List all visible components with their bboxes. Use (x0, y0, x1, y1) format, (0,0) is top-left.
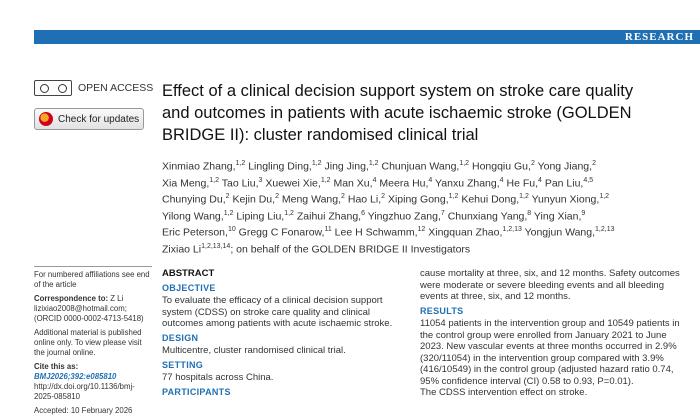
author-name: Yunyun Xiong, (528, 193, 600, 206)
author-affiliation-number: 2 (225, 193, 230, 200)
correspondence-email[interactable]: lizixiao2008@hotmail.com; (34, 304, 127, 313)
author-affiliation-number: 1,2 (368, 160, 379, 167)
author-list (162, 157, 682, 256)
author-name: ; on behalf of the GOLDEN BRIDGE II Investigators (230, 243, 471, 255)
open-access-label: OPEN ACCESS (78, 82, 154, 94)
crossmark-icon (39, 112, 53, 126)
correspondence-orcid[interactable]: (ORCID 0000-0002-4713-5418) (34, 314, 144, 323)
abstract-column-1 (162, 268, 400, 399)
author-name: Liping Liu, (233, 210, 285, 222)
author-name: Xia Meng, (162, 177, 210, 189)
affiliations-note: For numbered affiliations see end of the article (34, 270, 150, 289)
author-affiliation-number: 2 (592, 160, 596, 167)
author-name: Hao Li, (344, 193, 382, 206)
author-name: Yongjun Wang, (521, 226, 596, 239)
author-affiliation-number: 9 (581, 209, 586, 217)
objective-label: OBJECTIVE (162, 282, 216, 293)
creative-commons-icon (34, 80, 72, 96)
section-banner (34, 30, 700, 44)
author-name: Pan Liu, (541, 177, 584, 189)
author-name: Jing Jing, (321, 160, 369, 173)
author-name: Lingling Ding, (245, 160, 312, 173)
author-affiliation-number: 1,2 (209, 176, 220, 184)
author-line (162, 223, 682, 240)
open-access-badge[interactable] (34, 80, 153, 96)
author-affiliation-number: 1,2 (519, 193, 529, 200)
author-affiliation-number: 11 (324, 226, 332, 233)
author-affiliation-number: 1,2 (459, 160, 470, 167)
author-name: Meng Wang, (278, 193, 342, 206)
author-affiliation-number: 1,2,13,14 (201, 242, 231, 250)
author-line (162, 174, 682, 191)
objective-text: To evaluate the efficacy of a clinical decision support system (CDSS) on stroke care quality and clinical outcomes among patients with acute ischaemic stroke. (162, 295, 393, 329)
author-name: Chunxiang Yang, (444, 210, 528, 222)
check-for-updates-label: Check for updates (58, 113, 140, 125)
author-name: Lee H Schwamm, (331, 226, 418, 239)
setting-label: SETTING (162, 359, 204, 370)
author-name: Zixiao Li (162, 243, 202, 255)
author-affiliation-number: 3 (258, 176, 263, 184)
author-affiliation-number: 7 (440, 209, 445, 217)
author-affiliation-number: 1,2,13 (595, 226, 615, 233)
author-affiliation-number: 8 (527, 209, 532, 217)
abstract-column-2 (420, 268, 682, 399)
author-name: Yingzhuo Zang, (364, 210, 441, 222)
author-line (162, 207, 682, 224)
results-label: RESULTS (420, 305, 464, 316)
author-affiliation-number: 1,2 (599, 193, 610, 200)
author-name: He Fu, (503, 177, 538, 189)
author-name: Chunjuan Wang, (378, 160, 460, 173)
author-affiliation-number: 2 (275, 193, 279, 200)
author-affiliation-number: 10 (227, 226, 236, 233)
author-name: Gregg C Fonarow, (235, 226, 325, 239)
article-title (162, 80, 682, 146)
author-affiliation-number: 2 (381, 193, 386, 200)
author-name: Meera Hu, (376, 177, 429, 189)
author-affiliation-number: 4 (538, 176, 542, 184)
cite-ref: 2026;392:e085810 (50, 372, 117, 381)
results-continued: The CDSS intervention effect on stroke. (420, 387, 588, 398)
correspondence-label: Correspondence to: (34, 294, 109, 303)
article-sidebar (34, 270, 152, 420)
title-line: Effect of a clinical decision support system on stroke care quality (162, 82, 634, 100)
author-name: Chunying Du, (162, 193, 226, 206)
author-affiliation-number: 1,2 (235, 160, 246, 167)
author-affiliation-number: 1,2 (320, 176, 331, 184)
author-name: Xuewei Xie, (262, 177, 321, 189)
author-name: Xinmiao Zhang, (162, 160, 236, 173)
author-affiliation-number: 4 (428, 176, 433, 184)
cite-doi[interactable]: http://dx.doi.org/10.1136/bmj-2025-085810 (34, 382, 135, 401)
section-label: RESEARCH (624, 31, 694, 43)
title-line: and outcomes in patients with acute ischaemic stroke (GOLDEN (162, 104, 632, 122)
citation (34, 362, 152, 402)
accepted-date: Accepted: 10 February 2026 (34, 406, 133, 415)
author-affiliation-number: 1,2 (223, 209, 234, 217)
author-affiliation-number: 6 (361, 209, 365, 217)
correspondence (34, 294, 152, 324)
author-affiliation-number: 1,2 (284, 209, 294, 217)
author-name: Ying Xian, (531, 210, 582, 222)
author-name: Tao Liu, (219, 177, 259, 189)
author-affiliation-number: 2 (341, 193, 345, 200)
author-affiliation-number: 4,5 (583, 176, 594, 184)
author-name: Yong Jiang, (534, 160, 593, 173)
cite-label: Cite this as: (34, 362, 79, 371)
author-affiliation-number: 4 (372, 176, 377, 184)
sidebar-divider (34, 266, 152, 267)
design-text: Multicentre, cluster randomised clinical trial. (162, 345, 346, 356)
check-for-updates-button[interactable] (34, 108, 144, 130)
author-name: Zaihui Zhang, (293, 210, 362, 222)
author-name: Hongqiu Gu, (469, 160, 531, 173)
title-line: BRIDGE II): cluster randomised clinical trial (162, 126, 479, 144)
author-name: Kejin Du, (229, 193, 276, 206)
author-line (162, 240, 682, 257)
author-affiliation-number: 4 (499, 176, 504, 184)
author-name: Xingquan Zhao, (425, 226, 503, 239)
author-line (162, 157, 682, 174)
author-name: Xiping Gong, (385, 193, 449, 206)
cite-journal: BMJ (34, 372, 51, 381)
abstract-heading: ABSTRACT (162, 268, 215, 279)
author-affiliation-number: 1,2 (311, 160, 322, 167)
author-affiliation-number: 12 (417, 226, 426, 233)
author-affiliation-number: 1,2,13 (502, 226, 522, 233)
design-label: DESIGN (162, 332, 199, 343)
author-name: Kehui Dong, (458, 193, 520, 206)
participants-label: PARTICIPANTS (162, 386, 231, 397)
author-name: Yilong Wang, (162, 210, 224, 222)
author-name: Yanxu Zhang, (432, 177, 500, 189)
author-line (162, 190, 682, 207)
author-affiliation-number: 2 (530, 160, 535, 167)
author-name: Eric Peterson, (162, 226, 228, 239)
correspondence-name: Z Li (108, 294, 124, 303)
outcomes-continued: cause mortality at three, six, and 12 months. Safety outcomes were moderate or severe bleeding events and all bleeding events at three, six, and 12 months. (420, 268, 680, 302)
additional-material-note: Additional material is published online only. To view please visit the journal online. (34, 328, 142, 357)
author-affiliation-number: 1,2 (448, 193, 459, 200)
author-name: Man Xu, (330, 177, 373, 189)
results-text: 11054 patients in the intervention group and 10549 patients in the control group were enrolled from January 2021 to June 2023. New vascular events at three months occurred in 2.9% (320/11054) in the intervention group compared with 3.9% (416/10549) in the control group (adjusted hazard ratio 0.74, 95% confidence interval (CI) 0.58 to 0.93, P=0.01). (420, 318, 680, 387)
setting-text: 77 hospitals across China. (162, 372, 274, 383)
